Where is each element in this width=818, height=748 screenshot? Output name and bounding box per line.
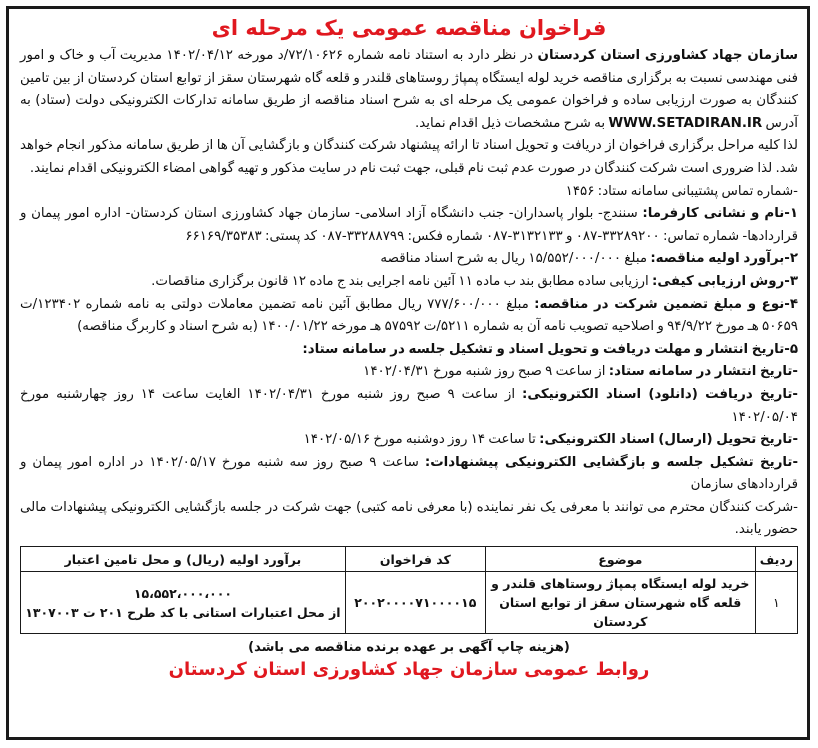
table-header-row xyxy=(21,547,798,572)
estimate-text: مبلغ ۱۵/۵۵۲/۰۰۰/۰۰۰ ریال به شرح اسناد مناقصه xyxy=(380,251,651,267)
cell-code: ۲۰۰۲۰۰۰۰۷۱۰۰۰۰۱۵ xyxy=(345,572,485,634)
cell-row: ۱ xyxy=(755,572,797,634)
intro-tail: به شرح مشخصات ذیل اقدام نماید. xyxy=(415,115,609,131)
publish-text: از ساعت ۹ صبح روز شنبه مورخ ۱۴۰۲/۰۴/۳۱ xyxy=(363,364,609,380)
opening-text: ساعت ۹ صبح روز سه شنبه مورخ ۱۴۰۲/۰۵/۱۷ در اداره امور پیمان و قراردادهای سازمان xyxy=(20,454,798,493)
download-label: -تاریخ دریافت (دانلود) اسناد الکترونیکی: xyxy=(521,386,798,402)
col-code: کد فراخوان xyxy=(345,547,485,572)
notice-body xyxy=(20,45,798,542)
delivery-date xyxy=(20,429,798,452)
evaluation-item xyxy=(20,271,798,294)
download-text: از ساعت ۹ صبح روز شنبه مورخ ۱۴۰۲/۰۴/۳۱ الغایت ساعت ۱۴ روز چهارشنبه مورخ ۱۴۰۲/۰۵/۰۴ xyxy=(20,386,798,425)
evaluation-label: ۳-روش ارزیابی کیفی: xyxy=(651,273,798,289)
schedule-heading: ۵-تاریخ انتشار و مهلت دریافت و تحویل اسناد و تشکیل جلسه در سامانه ستاد: xyxy=(302,341,798,357)
employer-item xyxy=(20,203,798,248)
publish-label: -تاریخ انتشار در سامانه ستاد: xyxy=(608,364,798,380)
cell-subject: خرید لوله ایستگاه پمپاژ روستاهای قلندر و قلعه گاه شهرستان سقز از توابع استان کردستان xyxy=(485,572,755,634)
setad-url[interactable]: WWW.SETADIRAN.IR xyxy=(608,115,763,131)
col-estimate: برآورد اولیه (ریال) و محل تامین اعتبار xyxy=(21,547,346,572)
intro-paragraph xyxy=(20,45,798,135)
col-subject: موضوع xyxy=(485,547,755,572)
footer-signature: روابط عمومی سازمان جهاد کشاورزی استان کردستان xyxy=(168,659,650,681)
cell-amount: ۱۵،۵۵۲،۰۰۰،۰۰۰ xyxy=(133,585,232,601)
attendance-note: -شرکت کنندگان محترم می توانند با معرفی یک نفر نماینده (با معرفی نامه کتبی) جهت شرکت در جلسه بازگشایی الکترونیکی پیشنهادات مالی حضور یابند. xyxy=(20,499,798,538)
guarantee-label: ۴-نوع و مبلغ تضمین شرکت در مناقصه: xyxy=(534,296,798,312)
opening-label: -تاریخ تشکیل جلسه و بازگشایی الکترونیکی پیشنهادات: xyxy=(424,454,799,470)
opening-date xyxy=(20,452,798,497)
employer-label: ۱-نام و نشانی کارفرما: xyxy=(642,206,798,222)
guarantee-item xyxy=(20,294,798,339)
delivery-text: تا ساعت ۱۴ روز دوشنبه مورخ ۱۴۰۲/۰۵/۱۶ xyxy=(303,432,540,448)
publish-date xyxy=(20,361,798,384)
org-name: سازمان جهاد کشاورزی استان کردستان xyxy=(537,48,798,63)
notice-title: فراخوان مناقصه عمومی یک مرحله ای xyxy=(211,16,607,40)
evaluation-text: ارزیابی ساده مطابق بند ب ماده ۱۱ آئین نامه اجرایی بند ج ماده ۱۲ قانون برگزاری مناقصات. xyxy=(151,273,652,289)
estimate-label: ۲-برآورد اولیه مناقصه: xyxy=(650,251,798,267)
guarantee-text: مبلغ ۷۷۷/۶۰۰/۰۰۰ ریال مطابق آئین نامه تضمین معاملات دولتی به نامه شماره ۱۲۳۴۰۲/ت ۵۰۶۵۹ هـ مورخ ۹۴/۹/۲۲ و اصلاحیه تصویب نامه آن به شماره ۵۲۱۱/ت ۵۷۵۹۲ هـ مورخه ۱۴۰۰/۰۱/۲۲ (به شرح اسناد و کاربرگ مناقصه) xyxy=(20,296,798,335)
process-paragraph: لذا کلیه مراحل برگزاری فراخوان از دریافت و تحویل اسناد تا ارائه پیشنهاد شرکت کنندگان و بازگشایی آن ها از طریق سامانه مذکور انجام خواهد شد. لذا ضروری است شرکت کنندگان در صورت عدم ثبت نام قبلی، جهت ثبت نام در سایت مذکور و تهیه گواهی امضاء الکترونیکی اقدام نمایند. xyxy=(20,138,798,176)
col-row: ردیف xyxy=(755,547,797,572)
tender-table xyxy=(20,546,798,634)
delivery-label: -تاریخ تحویل (ارسال) اسناد الکترونیکی: xyxy=(539,432,798,448)
employer-text: سنندج- بلوار پاسداران- جنب دانشگاه آزاد اسلامی- سازمان جهاد کشاورزی استان کردستان- اداره امور پیمان و قراردادها- شماره تماس: ۳۳۲۸۹۲۰۰-۰۸۷ و ۳۱۳۲۱۳۳-۰۸۷ شماره فکس: ۳۳۲۸۸۷۹۹-۰۸۷ کد پستی: ۶۶۱۶۹/۳۵۳۸۳ xyxy=(20,206,798,244)
table-row xyxy=(21,572,798,634)
support-phone: -شماره تماس پشتیبانی سامانه ستاد: ۱۴۵۶ xyxy=(565,183,798,199)
estimate-item xyxy=(20,248,798,271)
cell-source: از محل اعتبارات استانی با کد طرح ۲۰۱ ت ۱۳۰۷۰۰۳ xyxy=(25,604,341,620)
print-cost-note: (هزینه چاپ آگهی بر عهده برنده مناقصه می باشد) xyxy=(248,640,570,656)
intro-text: در نظر دارد به استناد نامه شماره ۷۲/۱۰۶۲۶/د مورخه ۱۴۰۲/۰۴/۱۲ مدیریت آب و خاک و امور فنی مهندسی نسبت به برگزاری مناقصه خرید لوله ایستگاه پمپاژ روستاهای قلندر و قلعه گاه شهرستان سقز از توابع استان کردستان از بین تامین کنندگان به صورت ارزیابی ساده و فراخوان عمومی یک مرحله ای به شرح اسناد مناقصه از طریق سامانه تدارکات الکترونیکی دولت (ستاد) به آدرس xyxy=(20,48,798,131)
download-date xyxy=(20,384,798,429)
cell-estimate xyxy=(21,572,346,634)
tender-notice xyxy=(14,13,804,735)
